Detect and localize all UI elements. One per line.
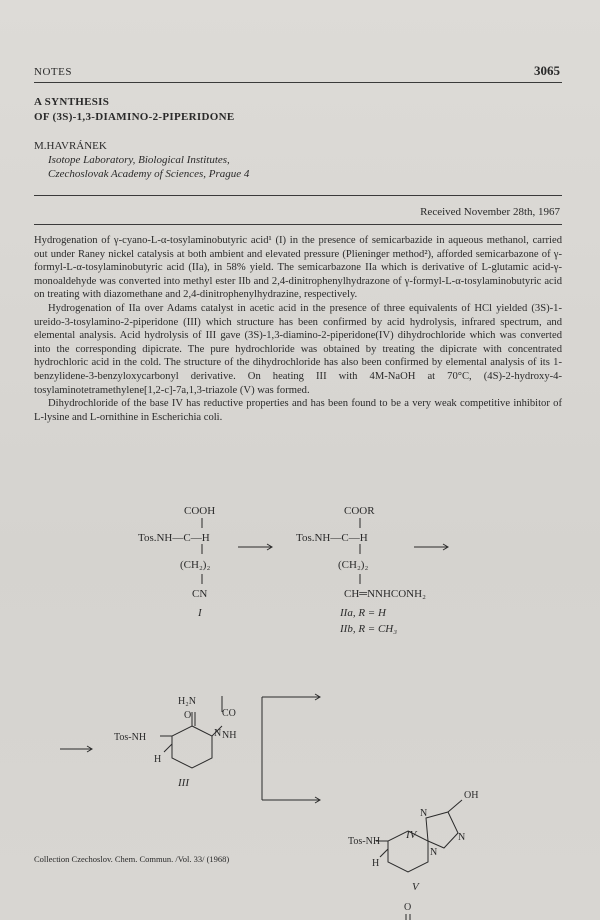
cmpd2-top: COOR [344,505,375,517]
article-title-line2: OF (3S)-1,3-DIAMINO-2-PIPERIDONE [34,111,235,123]
cmpd5-n1: N [420,808,428,819]
cmpd3-co: CO [222,708,236,719]
section-header: NOTES [34,66,72,78]
article-body [34,234,562,424]
paragraph-2: Hydrogenation of IIa over Adams catalyst in acetic acid in the presence of three equivalents of HCl yielded (3S)-1-ureido-3-tosylamino-2-piperidone (III) which structure has been confirmed by acid hydrolysis, infrared spectrum, and elemental analysis. Acid hydrolysis of III gave (3S)-1,3-diamino-2-piperidone(IV) dihydrochloride which was converted into the corresponding dipicrate. The pure hydrochloride was obtained by treating the dipicrate with concentrated hydrochloric acid in the cold. The structure of the dihydrochloride has also been confirmed by elemental analysis of its 1-benzylidene-3-benzyloxycarbonyl derivative. On heating III with 4M-NaOH at 70°C, (4S)-2-hydroxy-4-tosylaminotetramethylene[1,2-c]-7a,1,3-triazole (V) was formed. [34,302,562,396]
header-rule [34,82,562,83]
cmpd1-top: COOH [184,505,216,517]
cmpd3-n: N [214,728,222,739]
article-title-line1: A SYNTHESIS [34,96,110,108]
affiliation-line1: Isotope Laboratory, Biological Institutes, [48,154,230,166]
cmpd4-o: O [404,902,412,913]
reaction-scheme [0,500,600,913]
paragraph-1: Hydrogenation of γ-cyano-L-α-tosylaminobutyric acid¹ (I) in the presence of semicarbazide in aqueous methanol, carried out under Raney nickel catalysis at both ambient and elevated pressure (Plieninger method²), afforded semicarbazone of γ-formyl-L-α-tosylaminobutyric acid (IIa), in 58% yield. The semicarbazone IIa which is derivative of L-glutamic acid-γ-monoaldehyde was converted into methyl ester IIb and 2,4-dinitrophenylhydrazone of γ-formyl-L-α-tosylaminobutyric acid on treating with diazomethane and 2,4-dinitrophenylhydrazine, respectively. [34,235,562,301]
paragraph-3: Dihydrochloride of the base IV has reductive properties and has been found to be a very weak competitive inhibitor of L-lysine and L-ornithine in Escherichia coli. [34,398,562,423]
received-date: Received November 28th, 1967 [420,206,560,218]
cmpd1-bottom: CN [192,588,208,600]
cmpd2-bottom: CH═NNHCONH₂ [344,588,426,600]
cmpd5-oh: OH [464,790,479,801]
cmpd3-tosnh: Tos-NH [114,732,147,743]
cmpd4-label: IV [406,829,417,841]
cmpd1-left: Tos.NH—C—H [138,532,210,544]
cmpd5-tosnh: Tos-NH [348,836,381,847]
journal-footer: Collection Czechoslov. Chem. Commun. /Vol. 33/ (1968) [34,854,230,864]
cmpd5-h: H [372,858,380,869]
cmpd5-label: V [412,881,419,893]
cmpd2-label-b: IIb, R = CH₃ [340,623,398,635]
author: M.HAVRÁNEK [34,140,107,152]
received-rule [34,224,562,225]
cmpd2-mid: (CH₂)₂ [338,559,369,571]
cmpd2-left: Tos.NH—C—H [296,532,368,544]
cmpd3-nh: NH [222,730,237,741]
affiliation-line2: Czechoslovak Academy of Sciences, Prague 4 [48,168,250,180]
cmpd3-h: H [154,754,162,765]
cmpd2-label-a: IIa, R = H [340,607,386,619]
cmpd5-n3: N [430,847,438,858]
cmpd3-o: O [184,710,192,721]
cmpd3-h2n: H₂N [178,696,196,707]
page-number: 3065 [534,63,560,78]
cmpd1-mid: (CH₂)₂ [180,559,211,571]
cmpd5-n2: N [458,832,466,843]
title-rule [34,195,562,196]
cmpd1-label: I [198,607,202,619]
cmpd3-label: III [178,777,189,789]
